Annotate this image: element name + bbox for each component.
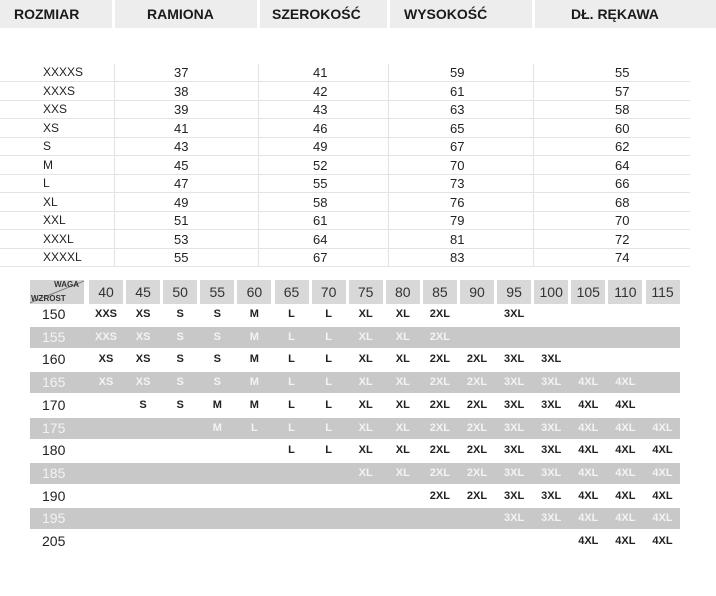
size-cell: XXS bbox=[94, 330, 117, 343]
size-cell: XL bbox=[358, 421, 373, 434]
size-cell: 2XL bbox=[466, 353, 488, 366]
size-cell: 2XL bbox=[466, 398, 488, 411]
measurement-value: 74 bbox=[615, 250, 630, 265]
measurement-value: 70 bbox=[615, 213, 630, 228]
weight-header-cell: 55 bbox=[200, 280, 234, 304]
size-cell: XL bbox=[358, 466, 373, 479]
size-cell: XL bbox=[395, 398, 410, 411]
table-row bbox=[0, 156, 690, 175]
size-label: XXXXS bbox=[43, 65, 84, 79]
size-cell: 3XL bbox=[541, 421, 562, 434]
size-cell: 4XL bbox=[578, 535, 599, 547]
size-cell: S bbox=[176, 330, 184, 343]
size-cell: 4XL bbox=[615, 466, 636, 479]
size-cell: 3XL bbox=[504, 466, 525, 479]
size-table-header bbox=[0, 0, 716, 28]
measurement-value: 38 bbox=[174, 83, 189, 99]
size-cell: M bbox=[212, 398, 222, 411]
measurement-value: 60 bbox=[615, 120, 630, 136]
table-row bbox=[0, 63, 690, 82]
height-value: 190 bbox=[42, 487, 66, 504]
table-row bbox=[0, 100, 690, 119]
measurement-value: 49 bbox=[174, 194, 189, 210]
size-cell: 2XL bbox=[429, 398, 450, 411]
size-cell: XL bbox=[395, 330, 410, 343]
table-row bbox=[0, 119, 690, 138]
size-cell: L bbox=[288, 308, 295, 320]
size-label: XXS bbox=[43, 102, 68, 116]
size-cell: 3XL bbox=[541, 512, 562, 525]
size-cell: M bbox=[249, 398, 259, 411]
table-row bbox=[0, 230, 690, 249]
size-cell: 3XL bbox=[541, 398, 562, 411]
measurement-value: 58 bbox=[313, 194, 328, 210]
size-cell: 4XL bbox=[652, 512, 673, 525]
size-cell: XL bbox=[358, 353, 373, 366]
height-value: 150 bbox=[42, 306, 66, 322]
weight-header-cell: 115 bbox=[646, 280, 680, 304]
size-cell: XS bbox=[98, 353, 114, 366]
size-cell: 2XL bbox=[466, 421, 488, 434]
height-label: WZROST bbox=[31, 294, 66, 303]
measurement-value: 59 bbox=[450, 65, 465, 80]
size-cell: L bbox=[288, 376, 295, 389]
size-cell: XS bbox=[135, 353, 151, 366]
size-cell: L bbox=[288, 353, 295, 366]
height-value: 165 bbox=[42, 374, 66, 391]
height-value: 155 bbox=[42, 328, 66, 345]
size-label: XXXL bbox=[43, 231, 74, 246]
measurement-value: 72 bbox=[615, 231, 630, 247]
measurement-value: 55 bbox=[615, 65, 630, 80]
measurement-value: 51 bbox=[174, 213, 189, 228]
size-label: XXXS bbox=[43, 83, 76, 98]
size-label: M bbox=[43, 157, 53, 172]
size-cell: L bbox=[288, 330, 295, 343]
measurement-value: 57 bbox=[615, 83, 630, 99]
table-row bbox=[30, 486, 680, 507]
measurement-value: 49 bbox=[313, 139, 328, 154]
table-row bbox=[30, 531, 680, 552]
weight-header-cell: 95 bbox=[497, 280, 531, 304]
weight-header-cell: 70 bbox=[312, 280, 346, 304]
measurement-value: 61 bbox=[450, 83, 465, 99]
height-value: 160 bbox=[42, 351, 66, 368]
size-cell: S bbox=[176, 353, 184, 366]
size-cell: L bbox=[325, 353, 332, 366]
measurement-value: 62 bbox=[615, 139, 630, 154]
size-cell: L bbox=[288, 444, 295, 457]
table-row bbox=[30, 463, 680, 484]
measurement-value: 43 bbox=[174, 139, 189, 154]
size-cell: 3XL bbox=[504, 353, 525, 366]
size-cell: XS bbox=[98, 376, 114, 389]
size-cell: 2XL bbox=[429, 330, 450, 343]
size-cell: XL bbox=[358, 376, 373, 389]
size-cell: 3XL bbox=[541, 466, 562, 479]
size-cell: M bbox=[249, 353, 259, 366]
table-row bbox=[30, 372, 680, 393]
size-cell: 3XL bbox=[504, 398, 525, 411]
weight-header-cell: 45 bbox=[126, 280, 160, 304]
size-cell: 2XL bbox=[429, 353, 450, 366]
measurement-value: 55 bbox=[313, 176, 328, 191]
size-cell: 3XL bbox=[541, 489, 562, 502]
weight-header-cell: 40 bbox=[89, 280, 123, 304]
height-value: 185 bbox=[42, 464, 66, 481]
size-cell: 2XL bbox=[429, 444, 450, 457]
measurement-value: 58 bbox=[615, 102, 630, 117]
measurement-value: 64 bbox=[615, 157, 630, 173]
size-cell: S bbox=[213, 376, 221, 389]
size-cell: 2XL bbox=[429, 466, 450, 479]
size-cell: S bbox=[176, 398, 184, 411]
header-dl-rekawa: DŁ. RĘKAWA bbox=[535, 0, 716, 28]
measurement-value: 81 bbox=[450, 231, 465, 247]
measurement-value: 70 bbox=[450, 157, 465, 173]
measurement-value: 73 bbox=[450, 176, 465, 191]
size-cell: L bbox=[325, 330, 332, 343]
size-cell: 2XL bbox=[429, 421, 450, 434]
size-cell: 4XL bbox=[615, 535, 636, 547]
size-cell: 4XL bbox=[615, 512, 636, 525]
weight-header-cell: 85 bbox=[423, 280, 457, 304]
table-row bbox=[0, 248, 690, 267]
size-cell: XL bbox=[358, 444, 373, 457]
measurement-value: 41 bbox=[174, 120, 189, 136]
measurement-value: 41 bbox=[313, 65, 328, 80]
height-value: 170 bbox=[42, 396, 66, 413]
size-cell: L bbox=[325, 444, 332, 457]
size-cell: M bbox=[249, 308, 259, 320]
header-ramiona: RAMIONA bbox=[115, 0, 257, 28]
table-row bbox=[30, 304, 680, 325]
size-cell: 4XL bbox=[615, 376, 636, 389]
size-cell: XXS bbox=[94, 308, 117, 320]
size-cell: 4XL bbox=[652, 444, 673, 457]
measurement-value: 61 bbox=[313, 213, 328, 228]
measurement-value: 46 bbox=[313, 120, 328, 136]
size-cell: 2XL bbox=[466, 376, 488, 389]
size-cell: L bbox=[325, 376, 332, 389]
size-cell: S bbox=[213, 330, 221, 343]
size-label: XXL bbox=[43, 213, 66, 227]
size-cell: 4XL bbox=[652, 421, 673, 434]
table-row bbox=[0, 193, 690, 212]
size-cell: M bbox=[212, 421, 222, 434]
measurement-value: 37 bbox=[174, 65, 189, 80]
height-value: 175 bbox=[42, 419, 66, 436]
size-cell: 4XL bbox=[578, 398, 599, 411]
size-cell: 4XL bbox=[652, 466, 673, 479]
size-cell: XS bbox=[135, 376, 151, 389]
size-cell: S bbox=[139, 398, 147, 411]
table-row bbox=[0, 82, 690, 101]
size-cell: XL bbox=[358, 330, 373, 343]
measurement-value: 42 bbox=[313, 83, 328, 99]
size-cell: L bbox=[288, 421, 295, 434]
size-cell: M bbox=[249, 376, 259, 389]
weight-header-cell: 105 bbox=[571, 280, 605, 304]
size-cell: S bbox=[213, 308, 221, 320]
measurement-value: 76 bbox=[450, 194, 465, 210]
height-value: 205 bbox=[42, 533, 66, 549]
measurement-value: 65 bbox=[450, 120, 465, 136]
size-cell: XL bbox=[395, 353, 410, 366]
size-cell: XS bbox=[135, 308, 151, 320]
weight-header-cell: 60 bbox=[237, 280, 271, 304]
size-cell: 4XL bbox=[578, 421, 599, 434]
table-row bbox=[30, 440, 680, 461]
measurement-value: 79 bbox=[450, 213, 465, 228]
measurement-value: 52 bbox=[313, 157, 328, 173]
size-cell: XL bbox=[395, 466, 410, 479]
size-cell: 2XL bbox=[429, 376, 450, 389]
size-cell: 4XL bbox=[615, 421, 636, 434]
table-row bbox=[30, 418, 680, 439]
measurement-value: 68 bbox=[615, 194, 630, 210]
size-cell: L bbox=[251, 421, 258, 434]
measurement-value: 66 bbox=[615, 176, 630, 191]
measurement-value: 43 bbox=[313, 102, 328, 117]
height-value: 180 bbox=[42, 442, 66, 459]
size-label: L bbox=[43, 176, 50, 190]
weight-header-cell: 90 bbox=[460, 280, 494, 304]
table-row bbox=[30, 327, 680, 348]
measurement-value: 55 bbox=[174, 250, 189, 265]
measurement-value: 83 bbox=[450, 250, 465, 265]
weight-header-cell: 110 bbox=[608, 280, 642, 304]
header-wysokosc: WYSOKOŚĆ bbox=[390, 0, 532, 28]
measurement-value: 63 bbox=[450, 102, 465, 117]
header-rozmiar: ROZMIAR bbox=[0, 0, 112, 28]
size-cell: 3XL bbox=[504, 308, 525, 320]
size-cell: 3XL bbox=[541, 353, 562, 366]
size-cell: L bbox=[288, 398, 295, 411]
size-cell: 3XL bbox=[541, 376, 562, 389]
size-cell: 4XL bbox=[578, 512, 599, 525]
table-row bbox=[30, 508, 680, 529]
size-cell: 2XL bbox=[466, 466, 488, 479]
table-row bbox=[30, 395, 680, 416]
size-cell: 3XL bbox=[504, 512, 525, 525]
height-value: 195 bbox=[42, 510, 66, 527]
size-label: XXXXL bbox=[43, 250, 82, 264]
size-cell: S bbox=[213, 353, 221, 366]
size-cell: 3XL bbox=[504, 444, 525, 457]
size-cell: XL bbox=[358, 308, 373, 320]
measurement-value: 67 bbox=[313, 250, 328, 265]
size-cell: S bbox=[176, 376, 184, 389]
size-cell: L bbox=[325, 308, 332, 320]
measurement-value: 45 bbox=[174, 157, 189, 173]
size-cell: 4XL bbox=[652, 489, 673, 502]
measurement-value: 64 bbox=[313, 231, 328, 247]
size-cell: 4XL bbox=[578, 444, 599, 457]
size-cell: 4XL bbox=[578, 466, 599, 479]
measurement-value: 39 bbox=[174, 102, 189, 117]
size-cell: S bbox=[176, 308, 184, 320]
size-cell: L bbox=[325, 398, 332, 411]
size-cell: 3XL bbox=[541, 444, 562, 457]
size-cell: 3XL bbox=[504, 421, 525, 434]
size-cell: XL bbox=[395, 421, 410, 434]
table-row bbox=[0, 211, 690, 230]
size-cell: 4XL bbox=[652, 535, 673, 547]
size-cell: 3XL bbox=[504, 489, 525, 502]
size-cell: XL bbox=[395, 308, 410, 320]
size-cell: XS bbox=[135, 330, 151, 343]
size-cell: 2XL bbox=[466, 444, 488, 457]
weight-header-cell: 100 bbox=[534, 280, 568, 304]
size-cell: L bbox=[325, 421, 332, 434]
size-cell: 2XL bbox=[466, 489, 488, 502]
size-cell: 3XL bbox=[504, 376, 525, 389]
weight-header-cell: 80 bbox=[386, 280, 420, 304]
table-row bbox=[30, 349, 680, 370]
measurement-value: 47 bbox=[174, 176, 189, 191]
grid-corner-label bbox=[30, 280, 84, 304]
size-cell: XL bbox=[395, 444, 410, 457]
size-cell: 4XL bbox=[615, 398, 636, 411]
header-szerokosc: SZEROKOŚĆ bbox=[260, 0, 387, 28]
size-cell: 4XL bbox=[615, 489, 636, 502]
weight-header-cell: 65 bbox=[275, 280, 309, 304]
weight-header-cell: 75 bbox=[349, 280, 383, 304]
size-cell: 4XL bbox=[578, 489, 599, 502]
size-cell: XL bbox=[395, 376, 410, 389]
size-cell: 4XL bbox=[578, 376, 599, 389]
size-cell: 4XL bbox=[615, 444, 636, 457]
size-cell: M bbox=[249, 330, 259, 343]
weight-header-cell: 50 bbox=[163, 280, 197, 304]
table-row bbox=[0, 137, 690, 156]
size-cell: 2XL bbox=[429, 489, 450, 502]
measurement-value: 53 bbox=[174, 231, 189, 247]
size-cell: XL bbox=[358, 398, 373, 411]
size-cell: 2XL bbox=[429, 308, 450, 320]
size-label: S bbox=[43, 139, 52, 153]
measurement-value: 67 bbox=[450, 139, 465, 154]
table-row bbox=[0, 174, 690, 193]
size-label: XL bbox=[43, 194, 58, 209]
weight-label: WAGA bbox=[54, 280, 79, 289]
size-label: XS bbox=[43, 120, 60, 135]
